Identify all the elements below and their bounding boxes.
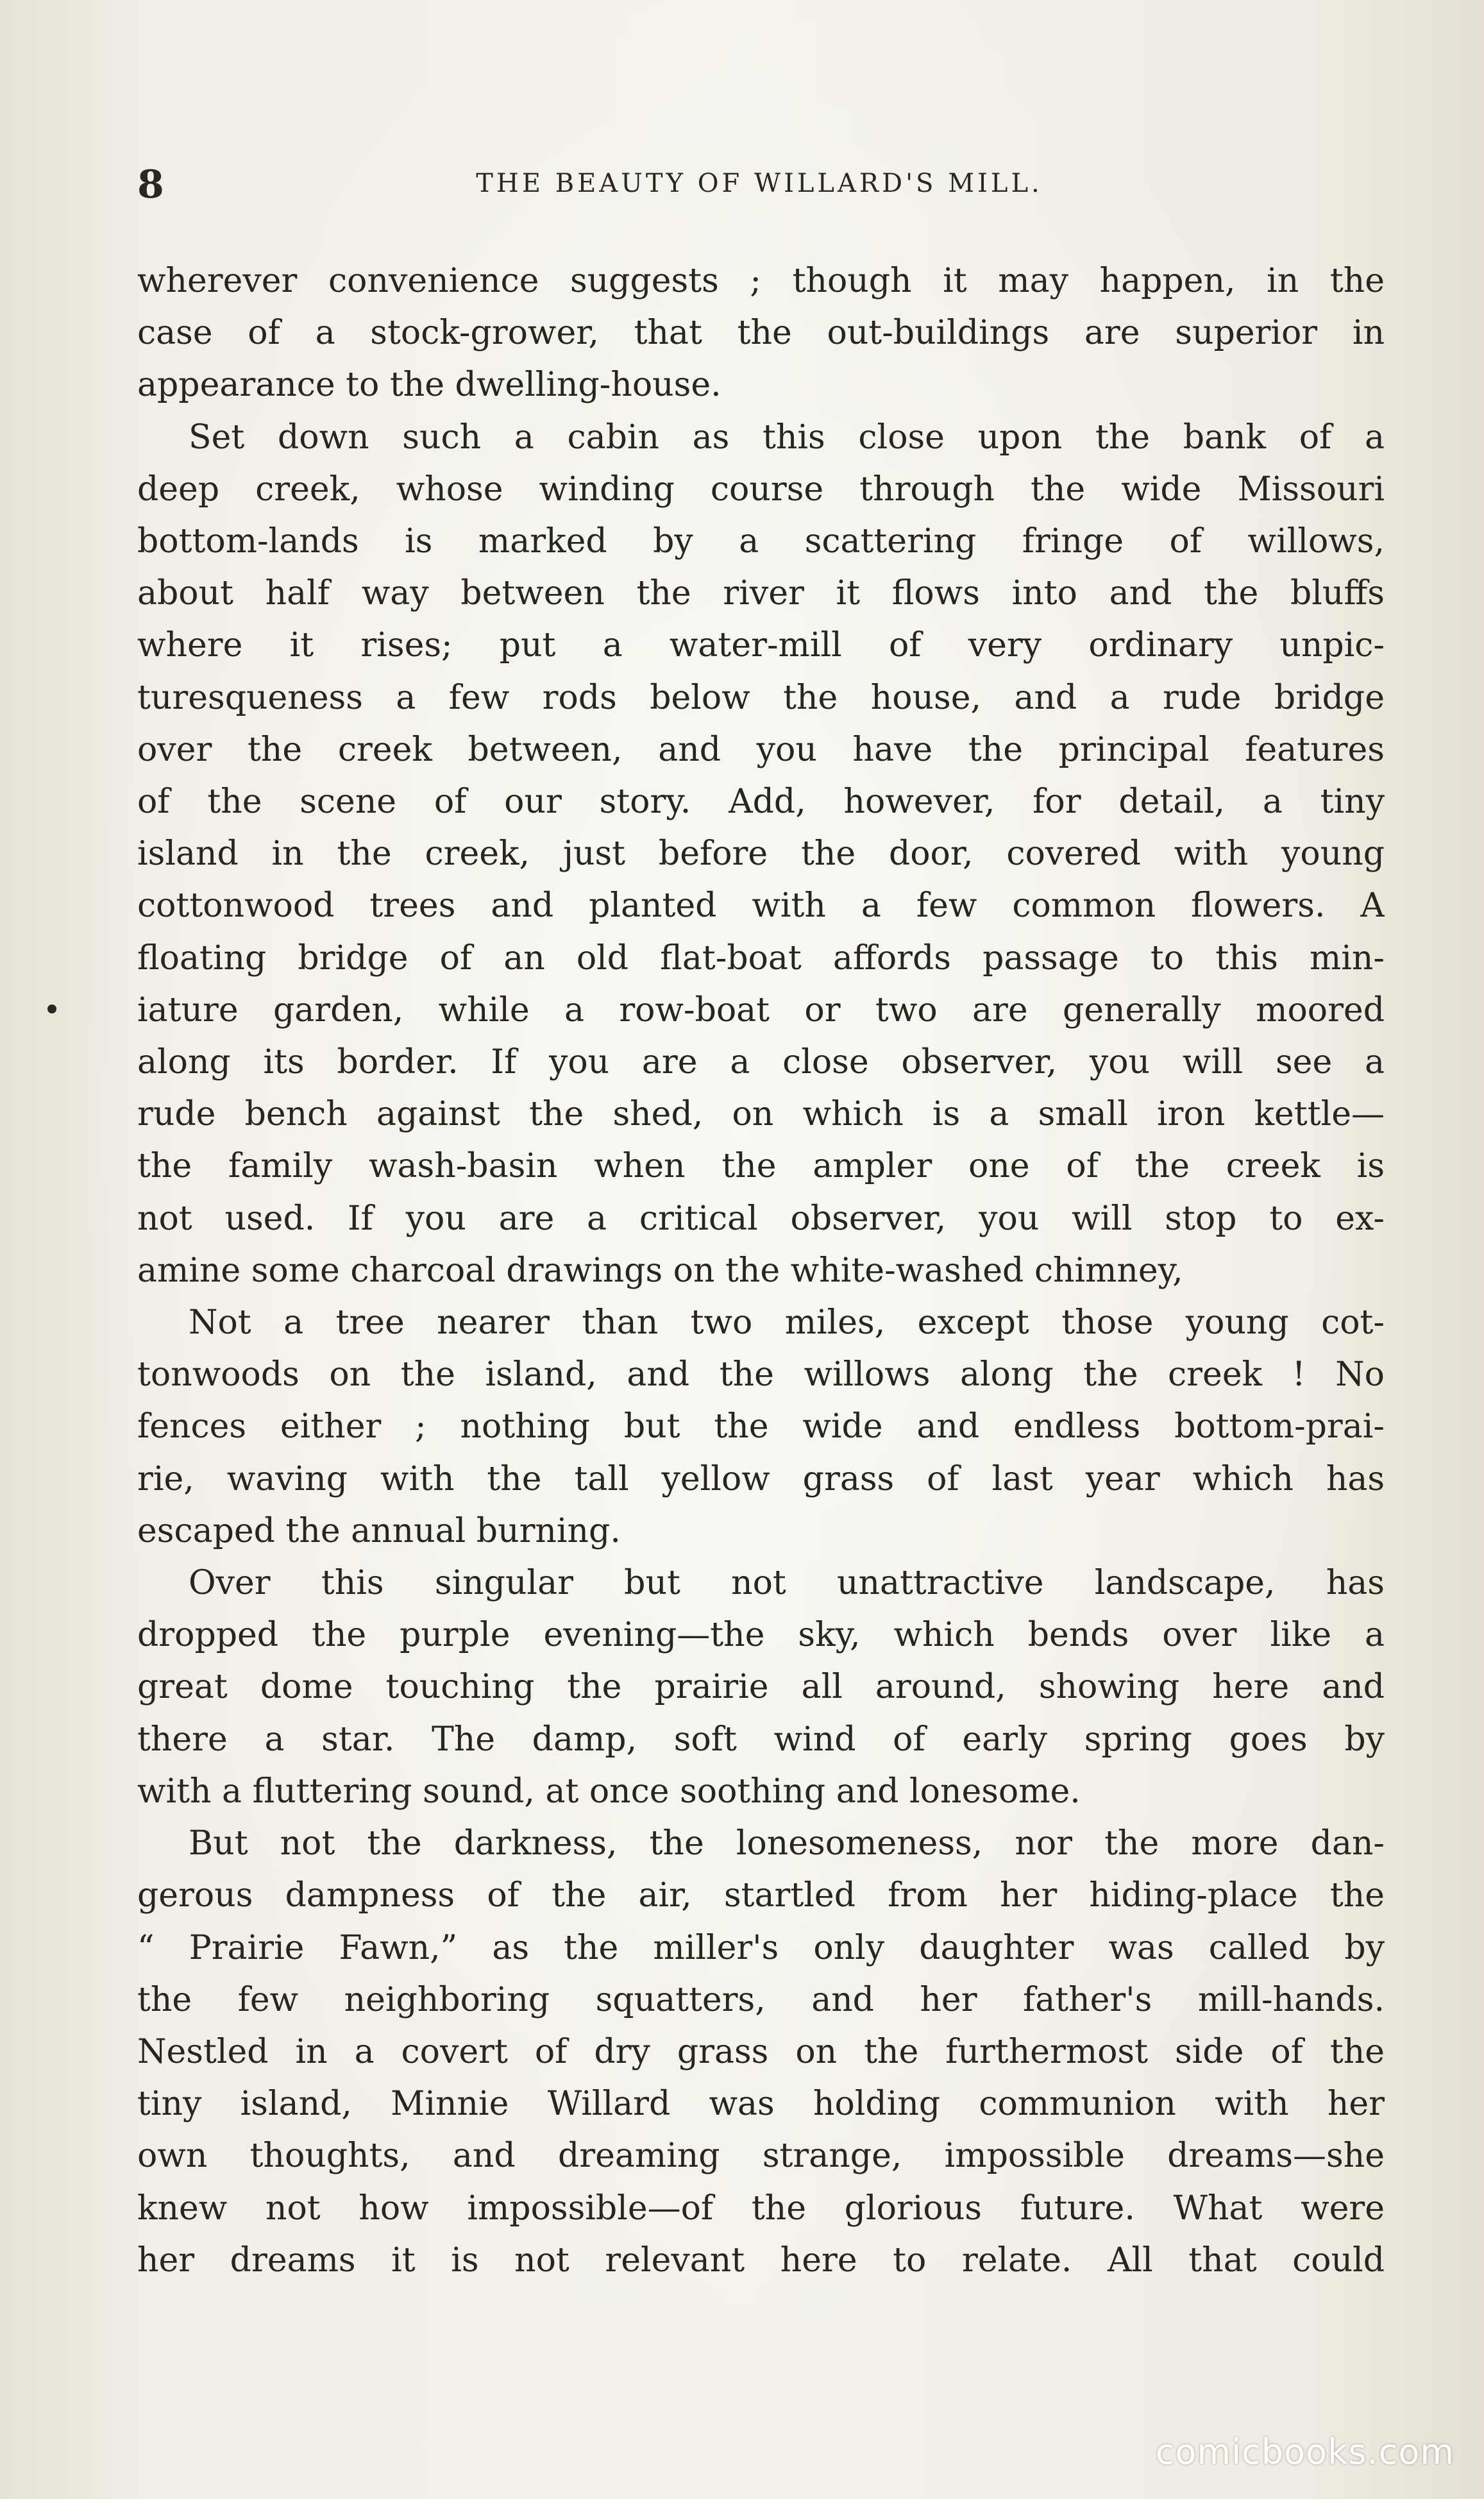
text-line: bottom-lands is marked by a scattering fringe of willows, [137, 522, 1385, 561]
paragraph-5 [137, 1818, 1385, 2287]
text-line: not used. If you are a critical observer, you will stop to ex- [137, 1199, 1385, 1238]
text-line: floating bridge of an old flat-boat affords passage to this min- [137, 938, 1385, 978]
text-line: deep creek, whose winding course through the wide Missouri [137, 470, 1385, 509]
text-line: tonwoods on the island, and the willows along the creek ! No [137, 1355, 1385, 1394]
page-header [137, 159, 1381, 210]
text-line: rie, waving with the tall yellow grass of last year which has [137, 1459, 1385, 1498]
text-line: island in the creek, just before the door, covered with young [137, 834, 1385, 874]
text-line: “ Prairie Fawn,” as the miller's only daughter was called by [137, 1928, 1385, 1967]
text-line: own thoughts, and dreaming strange, impossible dreams—she [137, 2137, 1385, 2176]
text-line: about half way between the river it flows into and the bluffs [137, 574, 1385, 613]
text-line: Set down such a cabin as this close upon the bank of a [189, 418, 1385, 457]
ink-speck [47, 1004, 56, 1013]
paragraph-1 [137, 255, 1385, 412]
paragraph-3 [137, 1297, 1385, 1557]
text-line: Nestled in a covert of dry grass on the furthermost side of the [137, 2032, 1385, 2071]
text-line: iature garden, while a row-boat or two are generally moored [137, 990, 1385, 1029]
watermark: comicbooks.com [1155, 2432, 1454, 2472]
text-line: wherever convenience suggests ; though it may happen, in the [137, 262, 1385, 300]
text-line: escaped the annual burning. [137, 1511, 621, 1550]
text-line: over the creek between, and you have the principal features [137, 730, 1385, 769]
text-line: amine some charcoal drawings on the white-washed chimney, [137, 1251, 1183, 1290]
page-number: 8 [137, 162, 164, 207]
text-line: where it rises; put a water-mill of very ordinary unpic- [137, 626, 1385, 665]
body-text [137, 255, 1385, 2287]
text-line: knew not how impossible—of the glorious future. What were [137, 2189, 1385, 2228]
text-line: rude bench against the shed, on which is a small iron kettle— [137, 1095, 1385, 1134]
text-line: turesqueness a few rods below the house, and a rude bridge [137, 678, 1385, 717]
text-line: cottonwood trees and planted with a few common flowers. A [137, 886, 1385, 926]
text-line-critical: the family wash-basin when the ampler one of the creek is [137, 1147, 1385, 1186]
text-line: case of a stock-grower, that the out-buildings are superior in [137, 314, 1385, 353]
text-line: of the scene of our story. Add, however, for detail, a tiny [137, 783, 1385, 822]
text-line: her dreams it is not relevant here to relate. All that could [137, 2241, 1385, 2280]
text-line: But not the darkness, the lonesomeness, nor the more dan- [189, 1824, 1385, 1863]
text-line: Not a tree nearer than two miles, except those young cot- [189, 1303, 1385, 1343]
text-line: Over this singular but not unattractive landscape, has [189, 1564, 1385, 1603]
text-line: with a fluttering sound, at once soothing and lonesome. [137, 1772, 1081, 1811]
text-line: tiny island, Minnie Willard was holding communion with her [137, 2085, 1385, 2124]
paragraph-2 [137, 412, 1385, 1297]
text-line: gerous dampness of the air, startled from her hiding-place the [137, 1876, 1385, 1915]
text-line: fences either ; nothing but the wide and endless bottom-prai- [137, 1407, 1385, 1446]
paragraph-4 [137, 1557, 1385, 1818]
text-line: great dome touching the prairie all around, showing here and [137, 1668, 1385, 1707]
running-head: THE BEAUTY OF WILLARD'S MILL. [476, 169, 1043, 198]
text-line: along its border. If you are a close observer, you will see a [137, 1043, 1385, 1082]
text-line: the few neighboring squatters, and her father's mill-hands. [137, 1980, 1385, 2019]
text-line: appearance to the dwelling-house. [137, 366, 721, 405]
text-line: dropped the purple evening—the sky, which bends over like a [137, 1616, 1385, 1655]
text-line: there a star. The damp, soft wind of early spring goes by [137, 1720, 1385, 1759]
